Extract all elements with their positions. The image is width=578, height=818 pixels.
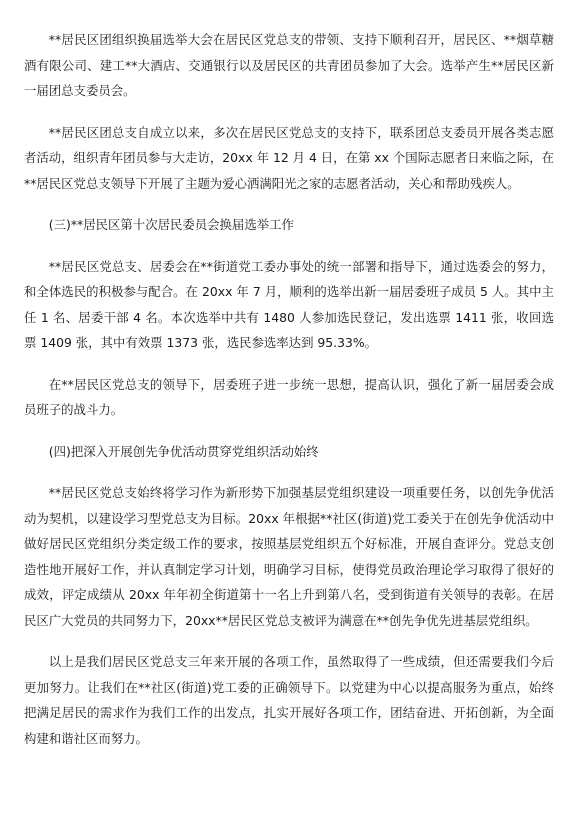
paragraph-volunteer-activities: **居民区团总支自成立以来，多次在居民区党总支的支持下，联系团总支委员开展各类志愿者活动，组织青年团员参与大走访，20xx 年 12 月 4 日，在第 xx 个国际志愿者日来临之际，在**居民区党总支领导下开展了主题为爱心洒满阳光之家的志愿者活动，关心和帮助残疾人。 [24,124,554,191]
paragraph-conclusion: 以上是我们居民区党总支三年来开展的各项工作，虽然取得了一些成绩，但还需要我们今后更加努力。让我们在**社区(街道)党工委的正确领导下。以党建为中心以提高服务为重点，始终把满足居民的需求作为我们工作的出发点，扎实开展好各项工作，团结奋进、开拓创新，为全面构建和谐社区而努力。 [24,654,554,746]
paragraph-committee-election: **居民区党总支、居委会在**街道党工委办事处的统一部署和指导下，通过选委会的努力，和全体选民的积极参与配合。在 20xx 年 7 月，顺利的选举出新一届居委班子成员 5 人。其中主任 1 名、居委干部 4 名。本次选举中共有 1480 人参加选民登记，发出选票 1411 张，收回选票 1409 张，其中有效票 1373 张，选民参选率达到 95.33%。 [24,258,554,350]
paragraph-youth-league-election: **居民区团组织换届选举大会在居民区党总支的带领、支持下顺利召开，居民区、**烟草糖酒有限公司、建工**大酒店、交通银行以及居民区的共青团员参加了大会。选举产生**居民区新一届团总支委员会。 [24,32,554,98]
section-heading-3: (三)**居民区第十次居民委员会换届选举工作 [48,217,294,232]
paragraph-excellence-campaign: **居民区党总支始终将学习作为新形势下加强基层党组织建设一项重要任务，以创先争优活动为契机，以建设学习型党总支为目标。20xx 年根据**社区(街道)党工委关于在创先争优活动中做好居民区党组织分类定级工作的要求，按照基层党组织五个好标准，开展自查评分。党总支创造性地开展好工作，并认真制定学习计划，明确学习目标，使得党员政治理论学习取得了很好的成效，评定成绩从 20xx 年年初全街道第十一名上升到第八名，受到街道有关领导的表彰。在居民区广大党员的共同努力下，20xx**居民区党总支被评为满意在**创先争优先进基层党组织。 [24,485,554,628]
section-heading-4: (四)把深入开展创先争优活动贯穿党组织活动始终 [48,443,319,459]
paragraph-committee-unity: 在**居民区党总支的领导下，居委班子进一步统一思想，提高认识，强化了新一届居委会成员班子的战斗力。 [24,376,554,417]
